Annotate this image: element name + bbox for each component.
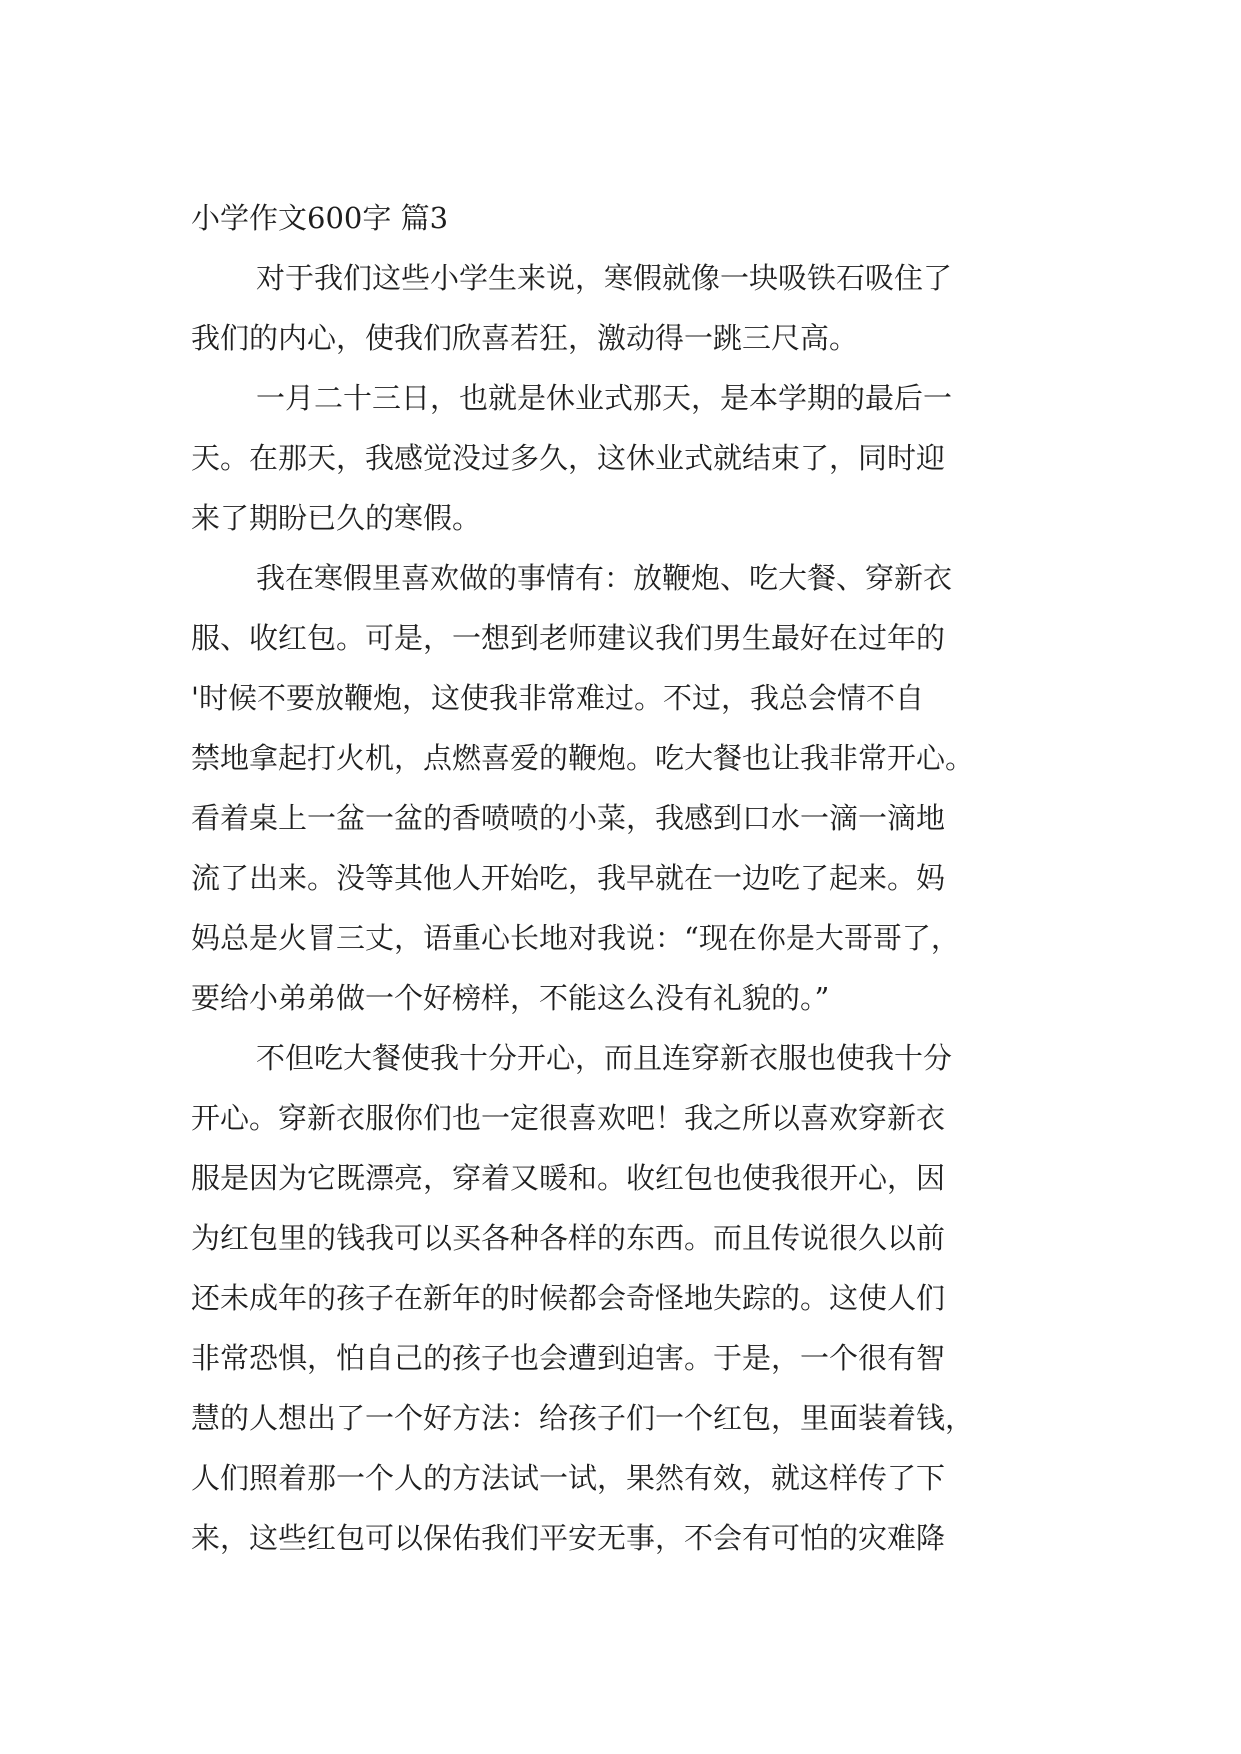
text-line: 不但吃大餐使我十分开心，而且连穿新衣服也使我十分 [256,1041,953,1075]
text-line: 开心。穿新衣服你们也一定很喜欢吧！我之所以喜欢穿新衣 [191,1101,946,1135]
text-line: 服是因为它既漂亮，穿着又暖和。收红包也使我很开心，因 [191,1161,946,1195]
text-line: '时候不要放鞭炮，这使我非常难过。不过，我总会情不自 [191,681,924,715]
text-line: 慧的人想出了一个好方法：给孩子们一个红包，里面装着钱， [191,1401,975,1435]
text-line: 还未成年的孩子在新年的时候都会奇怪地失踪的。这使人们 [191,1281,946,1315]
text-line: 人们照着那一个人的方法试一试，果然有效，就这样传了下 [191,1461,946,1495]
text-line: 来，这些红包可以保佑我们平安无事，不会有可怕的灾难降 [191,1521,946,1555]
text-line: 禁地拿起打火机，点燃喜爱的鞭炮。吃大餐也让我非常开心。 [191,741,975,775]
text-line: 为红包里的钱我可以买各种各样的东西。而且传说很久以前 [191,1221,946,1255]
text-line: 一月二十三日，也就是休业式那天，是本学期的最后一 [256,381,953,415]
text-line: 服、收红包。可是，一想到老师建议我们男生最好在过年的 [191,621,946,655]
text-line: 来了期盼已久的寒假。 [191,501,482,535]
text-line: 非常恐惧，怕自己的孩子也会遭到迫害。于是，一个很有智 [191,1341,946,1375]
text-line: 我们的内心，使我们欣喜若狂，激动得一跳三尺高。 [191,321,859,355]
text-line: 流了出来。没等其他人开始吃，我早就在一边吃了起来。妈 [191,861,946,895]
text-line: 妈总是火冒三丈，语重心长地对我说：“现在你是大哥哥了， [191,921,960,955]
text-line: 看着桌上一盆一盆的香喷喷的小菜，我感到口水一滴一滴地 [191,801,946,835]
text-line: 对于我们这些小学生来说，寒假就像一块吸铁石吸住了 [256,261,953,295]
document-title: 小学作文600字 篇3 [191,201,449,235]
text-line: 要给小弟弟做一个好榜样，不能这么没有礼貌的。” [191,981,830,1015]
text-line: 我在寒假里喜欢做的事情有：放鞭炮、吃大餐、穿新衣 [256,561,953,595]
text-line: 天。在那天，我感觉没过多久，这休业式就结束了，同时迎 [191,441,946,475]
